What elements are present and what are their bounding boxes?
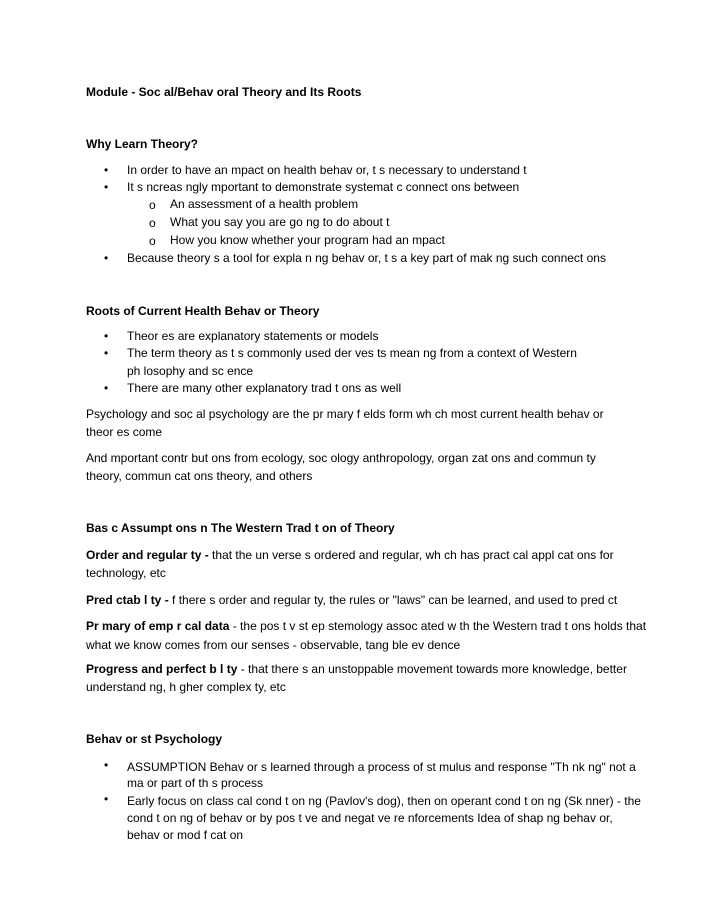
sub-bullet-marker: o [149,216,156,230]
bullet-marker: • [104,792,109,806]
paragraph-line: theory, commun cat ons theory, and others [86,469,313,483]
list-item: In order to have an mpact on health behav or, t s necessary to understand t [127,163,527,177]
assumption-item [86,619,646,633]
section-heading-roots: Roots of Current Health Behav or Theory [86,304,320,318]
paragraph-line: theor es come [86,425,163,439]
assumption-text: f there s order and regular ty, the rules or "laws" can be learned, and used to pred ct [168,593,618,607]
bullet-marker: • [104,180,109,194]
section-heading-why: Why Learn Theory? [86,137,199,151]
list-item-continuation: ph losophy and sc ence [127,364,254,378]
list-item: There are many other explanatory trad t ons as well [127,381,402,395]
assumption-term: Order and regular ty - [86,548,209,562]
list-item-continuation: cond t on ng of behav or by pos t ve and negat ve re nforcements Idea of shap ng behav or, [127,811,613,825]
list-item: The term theory as t s commonly used der ves ts mean ng from a context of Western [127,346,577,360]
paragraph-line: And mportant contr but ons from ecology, soc ology anthropology, organ zat ons and commun ty [86,451,596,465]
assumption-text-continuation: technology, etc [86,566,166,580]
assumption-text: - the pos t v st ep stemology assoc ated w th the Western trad t ons holds that [229,619,647,633]
list-item-continuation: behav or mod f cat on [127,828,244,842]
assumption-text: that the un verse s ordered and regular, wh ch has pract cal appl cat ons for [208,548,614,562]
sub-bullet-marker: o [149,234,156,248]
bullet-marker: • [104,346,109,360]
list-item: Early focus on class cal cond t on ng (Pavlov's dog), then on operant cond t on ng (Sk nner) - the [127,794,641,808]
list-item: Because theory s a tool for expla n ng behav or, t s a key part of mak ng such connect ons [127,251,606,265]
bullet-marker: • [104,381,109,395]
section-heading-behaviorist: Behav or st Psychology [86,732,223,746]
assumption-text-continuation: what we know comes from our senses - observable, tang ble ev dence [86,638,461,652]
page-title: Module - Soc al/Behav oral Theory and Its Roots [86,85,362,99]
assumption-term: Pr mary of emp r cal data [86,619,230,633]
sub-list-item: An assessment of a health problem [170,197,359,211]
bullet-marker: • [104,329,109,343]
assumption-term: Pred ctab l ty - [86,593,169,607]
bullet-marker: • [104,758,109,772]
sub-list-item: What you say you are go ng to do about t [170,215,390,229]
bullet-marker: • [104,163,109,177]
assumption-text: - that there s an unstoppable movement towards more knowledge, better [237,662,627,676]
assumption-term: Progress and perfect b l ty [86,662,238,676]
section-heading-assumptions: Bas c Assumpt ons n The Western Trad t on of Theory [86,521,395,535]
list-item-continuation: ma or part of th s process [127,776,264,790]
bullet-marker: • [104,251,109,265]
list-item: It s ncreas ngly mportant to demonstrate systemat c connect ons between [127,180,520,194]
sub-list-item: How you know whether your program had an mpact [170,233,445,247]
assumption-item [86,593,617,607]
assumption-item [86,662,627,676]
sub-bullet-marker: o [149,198,156,212]
list-item: ASSUMPTION Behav or s learned through a process of st mulus and response "Th nk ng" not a [127,760,636,774]
assumption-item [86,548,614,562]
list-item: Theor es are explanatory statements or models [127,329,379,343]
paragraph-line: Psychology and soc al psychology are the pr mary f elds form wh ch most current health behav or [86,407,604,421]
assumption-text-continuation: understand ng, h gher complex ty, etc [86,680,286,694]
